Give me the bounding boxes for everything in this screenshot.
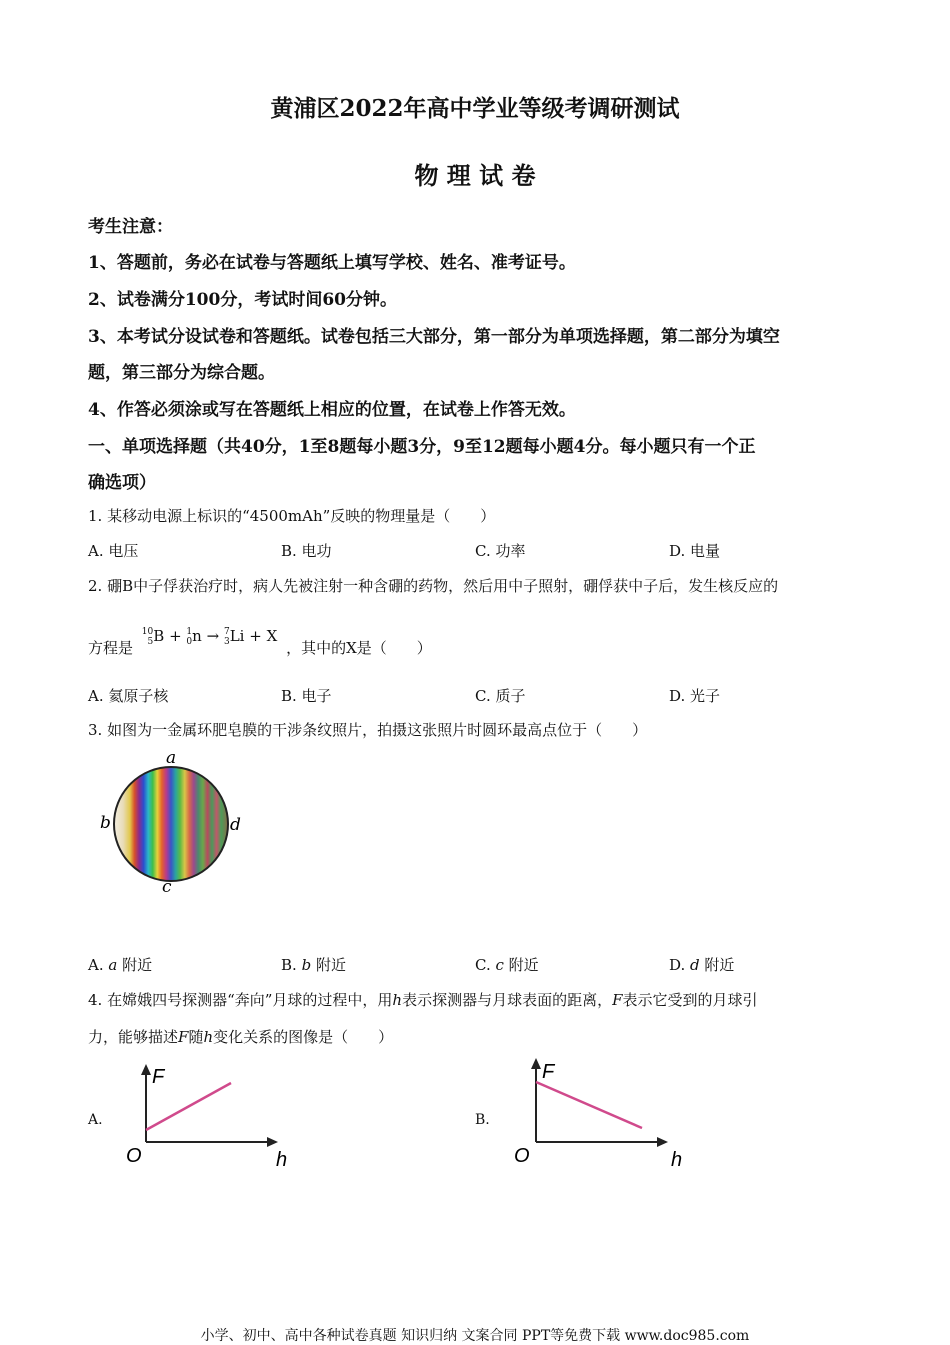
q4-var-f-2: F xyxy=(178,1028,189,1046)
q3-option-c-letter: C. xyxy=(475,956,496,974)
graph-a-origin: O xyxy=(126,1145,142,1167)
graph-b-origin: O xyxy=(514,1145,530,1167)
q4-stem2-part3: 变化关系的图像是（ ） xyxy=(213,1028,394,1046)
plus-sign: + xyxy=(169,627,182,645)
q4-var-f: F xyxy=(612,991,623,1009)
graph-b-x-label: h xyxy=(671,1149,683,1170)
question-4-stem-line2 xyxy=(88,1026,393,1047)
q3-option-d-letter: D. xyxy=(669,956,691,974)
q3-option-a-var: a xyxy=(108,956,118,974)
boron-symbol: B xyxy=(153,627,165,645)
notice-heading: 考生注意： xyxy=(88,217,173,237)
q2-prefix: 方程是 xyxy=(88,639,134,657)
q4-stem-part2: 表示探测器与月球表面的距离， xyxy=(402,991,613,1009)
notice-item-3-cont: 题，第三部分为综合题。 xyxy=(88,363,275,383)
q4-var-h: h xyxy=(392,991,403,1009)
soap-film-ring xyxy=(114,767,228,881)
q3-option-a-text: 附近 xyxy=(117,956,153,974)
q4-var-h-2: h xyxy=(203,1028,214,1046)
lithium-charge-number: 3 xyxy=(223,637,230,647)
q2-suffix: ，其中的X是（ ） xyxy=(286,639,432,657)
x-symbol: X xyxy=(266,627,278,645)
notice-item-1: 1、答题前，务必在试卷与答题纸上填写学校、姓名、准考证号。 xyxy=(88,253,576,273)
graph-b-y-label: F xyxy=(542,1061,555,1083)
q2-option-c: C. 质子 xyxy=(475,687,526,705)
q2-option-b: B. 电子 xyxy=(281,687,332,705)
q1-option-c: C. 功率 xyxy=(475,542,526,560)
graph-b-line xyxy=(536,1082,642,1128)
graph-a-y-label: F xyxy=(152,1066,165,1088)
lithium-symbol: Li xyxy=(229,627,245,645)
q3-option-a xyxy=(88,954,152,975)
q3-option-c-text: 附近 xyxy=(503,956,539,974)
q3-option-d-var: d xyxy=(690,956,700,974)
q4-stem2-part2: 随 xyxy=(188,1028,204,1046)
graph-b xyxy=(508,1050,693,1170)
q4-stem-part1: 4. 在嫦娥四号探测器“奔向”月球的过程中，用 xyxy=(88,991,393,1009)
q3-option-d xyxy=(669,954,734,975)
page-footer: 小学、初中、高中各种试卷真题 知识归纳 文案合同 PPT等免费下载 www.doc985.com xyxy=(200,1328,750,1344)
q3-option-a-letter: A. xyxy=(88,956,109,974)
notice-item-2: 2、试卷满分100分，考试时间60分钟。 xyxy=(88,290,397,310)
q3-option-d-text: 附近 xyxy=(699,956,735,974)
q3-option-b-letter: B. xyxy=(281,956,302,974)
section-heading: 一、单项选择题（共40分，1至8题每小题3分，9至12题每小题4分。每小题只有一个正 xyxy=(88,437,756,457)
question-1-stem: 1. 某移动电源上标识的“4500mAh”反映的物理量是（ ） xyxy=(88,507,496,525)
exam-title: 黄浦区2022年高中学业等级考调研测试 xyxy=(270,95,680,122)
boron-mass-number: 10 xyxy=(141,627,154,637)
q3-option-b-text: 附近 xyxy=(311,956,346,974)
question-4-stem xyxy=(88,989,758,1010)
q1-option-d: D. 电量 xyxy=(669,542,721,560)
graph-a xyxy=(118,1058,303,1170)
neutron-charge-number: 0 xyxy=(186,637,193,647)
q1-option-a: A. 电压 xyxy=(88,542,139,560)
neutron-mass-number: 1 xyxy=(186,627,193,637)
q3-option-c xyxy=(475,954,539,975)
label-b: b xyxy=(100,813,111,833)
q4-stem-part3: 表示它受到的月球引 xyxy=(622,991,758,1009)
q4-stem2-part1: 力，能够描述 xyxy=(88,1028,179,1046)
soap-film-figure xyxy=(95,746,255,894)
nuclear-equation xyxy=(142,627,278,647)
reaction-arrow: → xyxy=(206,627,220,645)
graph-b-y-arrow xyxy=(531,1058,541,1069)
q4-option-a-label: A. xyxy=(88,1112,103,1128)
graph-b-x-arrow xyxy=(657,1137,668,1147)
q3-option-c-var: c xyxy=(495,956,504,974)
boron-charge-number: 5 xyxy=(147,637,154,647)
q1-option-b: B. 电功 xyxy=(281,542,332,560)
question-2-stem-line2 xyxy=(88,627,432,659)
question-2-stem: 2. 硼B中子俘获治疗时，病人先被注射一种含硼的药物，然后用中子照射，硼俘获中子后，发生核反应的 xyxy=(88,577,779,595)
q3-option-b xyxy=(281,954,346,975)
exam-subtitle: 物 理 试 卷 xyxy=(414,161,536,190)
graph-a-y-arrow xyxy=(141,1064,151,1075)
section-heading-cont: 确选项） xyxy=(88,473,156,493)
q4-option-b-label: B. xyxy=(475,1112,490,1128)
notice-item-4: 4、作答必须涂或写在答题纸上相应的位置，在试卷上作答无效。 xyxy=(88,400,576,420)
label-a: a xyxy=(166,748,177,768)
question-3-stem: 3. 如图为一金属环肥皂膜的干涉条纹照片，拍摄这张照片时圆环最高点位于（ ） xyxy=(88,721,648,739)
lithium-mass-number: 7 xyxy=(223,627,230,637)
notice-item-3: 3、本考试分设试卷和答题纸。试卷包括三大部分，第一部分为单项选择题，第二部分为填空 xyxy=(88,327,780,347)
graph-a-x-label: h xyxy=(276,1149,288,1170)
q3-option-b-var: b xyxy=(301,956,312,974)
label-d: d xyxy=(230,815,241,835)
graph-a-x-arrow xyxy=(267,1137,278,1147)
graph-a-line xyxy=(146,1083,231,1130)
plus-sign-2: + xyxy=(249,627,262,645)
q2-option-d: D. 光子 xyxy=(669,687,721,705)
q2-option-a: A. 氦原子核 xyxy=(88,687,169,705)
neutron-symbol: n xyxy=(192,627,202,645)
label-c: c xyxy=(162,877,172,894)
